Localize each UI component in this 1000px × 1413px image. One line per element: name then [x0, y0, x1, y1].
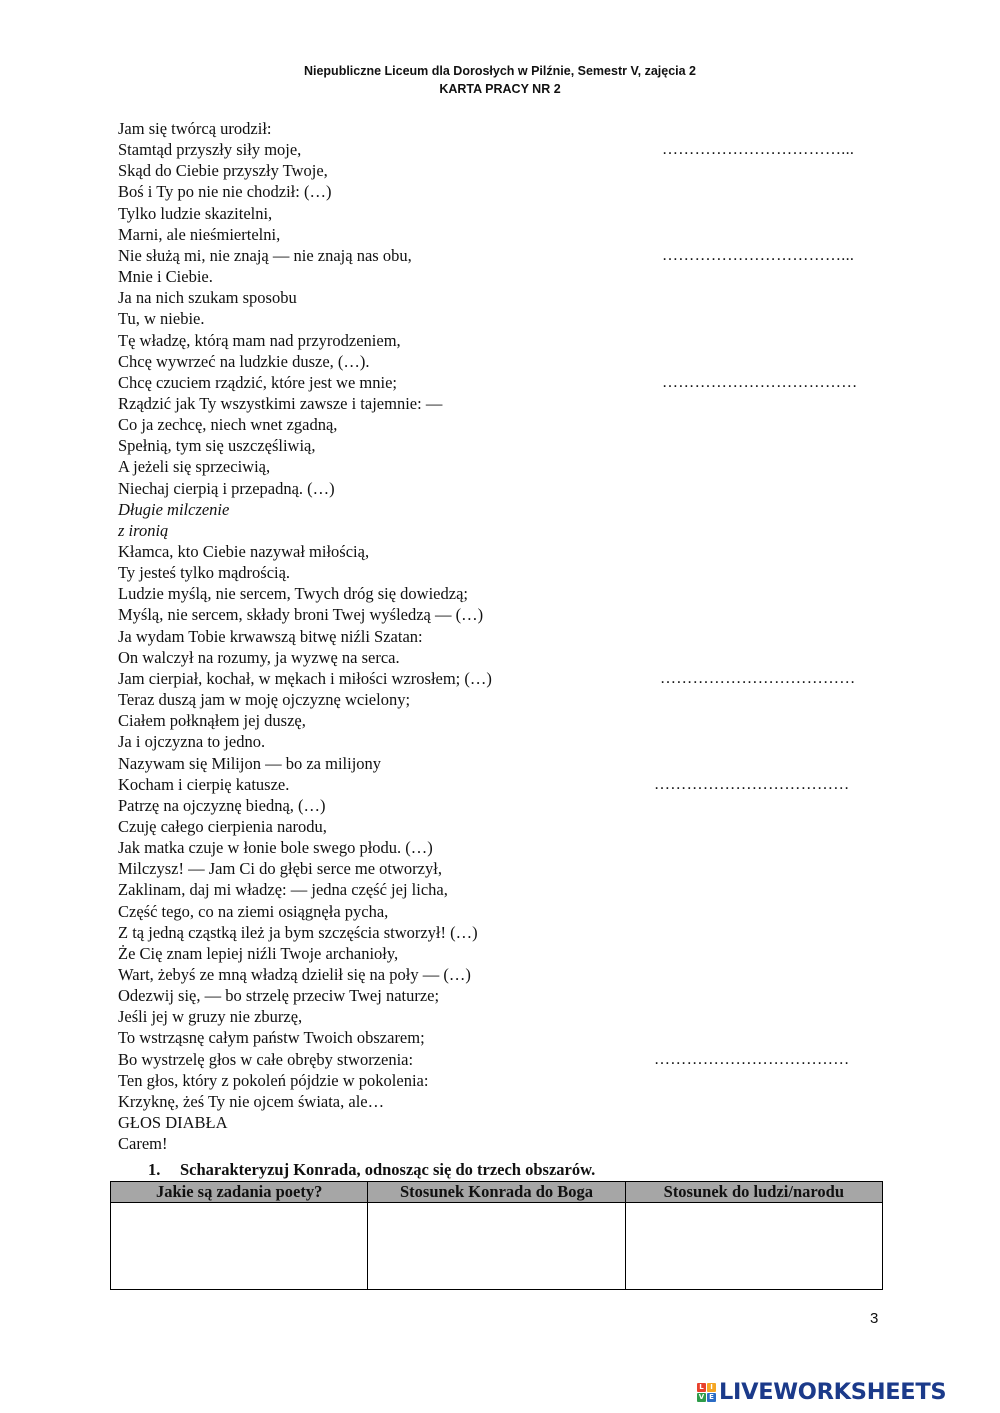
poem-line: Ja i ojczyzna to jedno.: [118, 732, 266, 752]
brand-text: LIVEWORKSHEETS: [719, 1379, 947, 1405]
answer-blank[interactable]: ……………………………...: [662, 141, 855, 159]
poem-line: Ja na nich szukam sposobu: [118, 288, 297, 308]
poem-line: Stamtąd przyszły siły moje,: [118, 140, 302, 160]
answer-blank[interactable]: ……………………………...: [662, 246, 855, 264]
poem-line: Ludzie myślą, nie sercem, Twych dróg się dowiedzą;: [118, 584, 468, 604]
poem-line: Odezwij się, — bo strzelę przeciw Twej naturze;: [118, 986, 440, 1006]
poem-line: Ten głos, który z pokoleń pójdzie w pokolenia:: [118, 1070, 429, 1090]
task-text: Scharakteryzuj Konrada, odnosząc się do trzech obszarów.: [180, 1160, 596, 1179]
poem-line: Rządzić jak Ty wszystkimi zawsze i tajemnie: —: [118, 393, 443, 413]
poem-line: Nazywam się Milijon — bo za milijony: [118, 753, 382, 773]
liveworksheets-logo-icon: [697, 1383, 716, 1402]
poem-line: Skąd do Ciebie przyszły Twoje,: [118, 161, 328, 181]
poem-line: Kłamca, kto Ciebie nazywał miłością,: [118, 542, 370, 561]
poem-line: Co ja zechcę, niech wnet zgadną,: [118, 415, 338, 435]
poem-line: Bo wystrzelę głos w całe obręby stworzenia:: [118, 1049, 414, 1069]
stage-direction: Długie milczenie: [118, 499, 230, 519]
poem-line: Marni, ale nieśmiertelni,: [118, 224, 281, 244]
logo-tile: E: [707, 1393, 716, 1402]
poem-line: Jam się twórcą urodził:: [118, 119, 272, 138]
worksheet-header: [0, 62, 1000, 98]
poem-line: Ciałem połknąłem jej duszę,: [118, 711, 306, 731]
poem-line: Zaklinam, daj mi władzę: — jedna część jej licha,: [118, 880, 448, 900]
poem-line: Patrzę na ojczyznę biedną, (…): [118, 795, 326, 815]
poem-line: Ty jesteś tylko mądrością.: [118, 563, 291, 583]
poem-line: Że Cię znam lepiej niźli Twoje archanioły,: [118, 943, 399, 963]
answer-cell-poet-tasks[interactable]: [111, 1203, 368, 1290]
page-number: 3: [870, 1310, 879, 1327]
stage-direction: z ironią: [118, 520, 169, 540]
logo-tile: V: [698, 1392, 705, 1401]
characterization-table: [110, 1181, 883, 1290]
poem-line: GŁOS DIABŁA: [118, 1113, 228, 1133]
liveworksheets-brand: [697, 1380, 946, 1404]
answer-blank[interactable]: ………………………………: [654, 775, 850, 793]
logo-tile: L: [697, 1383, 706, 1392]
worksheet-title: KARTA PRACY NR 2: [439, 82, 561, 96]
poem-line: Teraz duszą jam w moję ojczyznę wcielony;: [118, 690, 411, 710]
poem-line: Czuję całego cierpienia narodu,: [118, 816, 327, 836]
poem-line: Chcę wywrzeć na ludzkie dusze, (…).: [118, 351, 370, 371]
answer-blank[interactable]: ………………………………: [654, 1050, 850, 1068]
poem-line: Mnie i Ciebie.: [118, 267, 213, 287]
column-header-relation-people: Stosunek do ludzi/narodu: [625, 1182, 882, 1203]
poem-line: Wart, żebyś ze mną władzą dzielił się na poły — (…): [118, 965, 471, 984]
poem-line: Nie służą mi, nie znają — nie znają nas obu,: [118, 245, 412, 265]
poem-line: Spełnią, tym się uszczęśliwią,: [118, 436, 316, 456]
poem-line: Ja wydam Tobie krwawszą bitwę niźli Szatan:: [118, 626, 423, 646]
task-instruction: [148, 1159, 595, 1180]
column-header-poet-tasks: Jakie są zadania poety?: [111, 1182, 368, 1203]
school-title: Niepubliczne Liceum dla Dorosłych w Pilźnie, Semestr V, zajęcia 2: [303, 64, 697, 78]
poem-line: On walczył na rozumy, ja wyzwę na serca.: [118, 647, 400, 667]
poem-line: Myślą, nie sercem, składy broni Twej wyśledzą — (…): [118, 605, 484, 625]
answer-blank[interactable]: ………………………………: [660, 669, 856, 687]
poem-line: Część tego, co na ziemi osiągnęła pycha,: [118, 901, 389, 921]
poem-line: Tę władzę, którą mam nad przyrodzeniem,: [118, 330, 401, 350]
table-header-row: [111, 1182, 883, 1203]
table-row: [111, 1203, 883, 1290]
poem-line: Carem!: [118, 1134, 168, 1154]
poem-line: Z tą jedną cząstką ileż ja bym szczęścia stworzył! (…): [118, 922, 478, 942]
poem-line: Krzyknę, żeś Ty nie ojcem świata, ale…: [118, 1091, 385, 1111]
poem-line: Tu, w niebie.: [118, 309, 205, 329]
poem-line: Jeśli jej w gruzy nie zburzę,: [118, 1007, 303, 1027]
poem-line: Jak matka czuje w łonie bole swego płodu. (…): [118, 838, 433, 858]
column-header-relation-god: Stosunek Konrada do Boga: [368, 1182, 625, 1203]
task-number: 1.: [148, 1160, 161, 1179]
poem-line: Jam cierpiał, kochał, w mękach i miłości wzrosłem; (…): [118, 668, 492, 688]
logo-tile: I: [707, 1383, 716, 1392]
poem-line: Niechaj cierpią i przepadną. (…): [118, 478, 335, 498]
poem-line: Chcę czuciem rządzić, które jest we mnie;: [118, 372, 397, 392]
poem-line: Boś i Ty po nie nie chodził: (…): [118, 182, 332, 202]
poem-line: Milczysz! — Jam Ci do głębi serce me otworzył,: [118, 859, 442, 879]
poem-line: A jeżeli się sprzeciwią,: [118, 457, 271, 477]
answer-cell-relation-people[interactable]: [625, 1203, 882, 1290]
answer-blank[interactable]: ………………………………: [662, 373, 858, 391]
answer-cell-relation-god[interactable]: [368, 1203, 625, 1290]
poem-line: Kocham i cierpię katusze.: [118, 774, 290, 794]
poem-line: To wstrząsnę całym państw Twoich obszarem;: [118, 1028, 425, 1048]
poem-line: Tylko ludzie skazitelni,: [118, 203, 273, 223]
